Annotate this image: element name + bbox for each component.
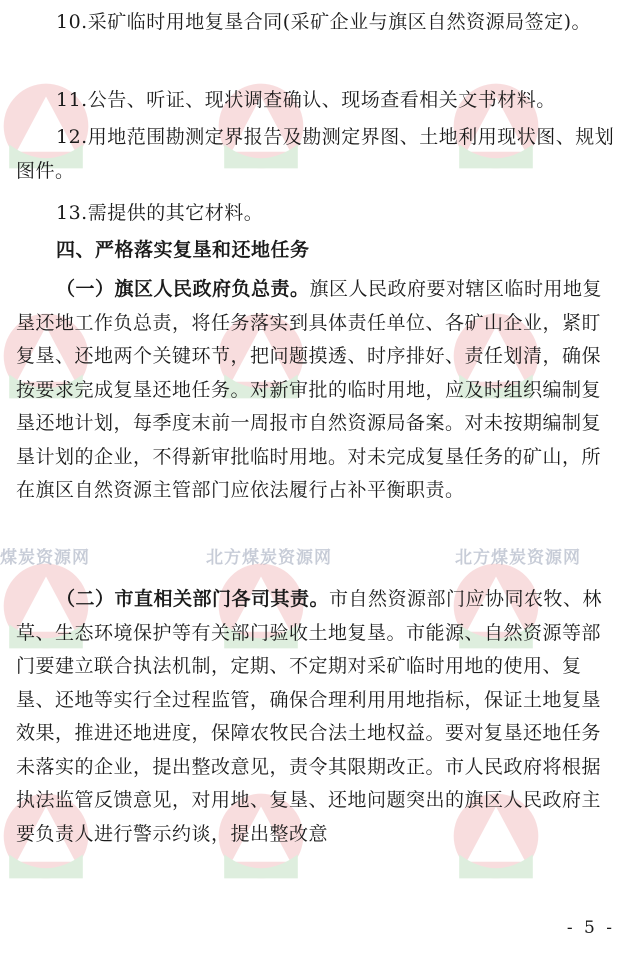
watermark-text: 煤炭资源网: [0, 548, 90, 568]
paragraph-text: 11.公告、听证、现状调查确认、现场查看相关文书材料。: [56, 89, 556, 111]
subsection-1: [16, 273, 616, 508]
subsection-2: [16, 583, 616, 851]
subsection-1-body: 旗区人民政府要对辖区临时用地复垦还地工作负总责，将任务落实到具体责任单位、各矿山企业，紧盯复垦、还地两个关键环节，把问题摸透、时序排好、责任划清，确保按要求完成复垦还地任务。对新审批的临时用地，应及时组织编制复垦还地计划，每季度末前一周报市自然资源局备案。对未按期编制复垦计划的企业，不得新审批临时用地。对未完成复垦任务的矿山，所在旗区自然资源主管部门应依法履行占补平衡职责。: [16, 278, 603, 501]
page-number: - 5 -: [566, 918, 615, 938]
subsection-2-body: 市自然资源部门应协同农牧、林草、生态环境保护等有关部门验收土地复垦。市能源、自然资源等部门要建立联合执法机制，定期、不定期对采矿临时用地的使用、复垦、还地等实行全过程监管，确保合理利用用地指标，保证土地复垦效果，推进还地进度，保障农牧民合法土地权益。要对复垦还地任务未落实的企业，提出整改意见，责令其限期改正。市人民政府将根据执法监管反馈意见，对用地、复垦、还地问题突出的旗区人民政府主要负责人进行警示约谈，提出整改意: [16, 588, 603, 845]
section-heading: 四、严格落实复垦和还地任务: [56, 239, 310, 261]
paragraph-text: 12.用地范围勘测定界报告及勘测定界图、土地利用现状图、规划图件。: [16, 126, 615, 182]
watermark-text: 北方煤炭资源网: [206, 548, 332, 568]
subsection-2-lead: （二）市直相关部门各司其责。: [56, 588, 330, 610]
paragraph-item-11: [16, 84, 616, 118]
paragraph-item-13: [16, 197, 616, 231]
subsection-1-lead: （一）旗区人民政府负总责。: [56, 278, 310, 300]
watermark-text: 北方煤炭资源网: [455, 548, 581, 568]
paragraph-text: 10.采矿临时用地复垦合同(采矿企业与旗区自然资源局签定)。: [56, 11, 592, 33]
paragraph-text: 13.需提供的其它材料。: [56, 202, 264, 224]
paragraph-item-10: [16, 6, 616, 40]
paragraph-item-12: [16, 121, 616, 188]
